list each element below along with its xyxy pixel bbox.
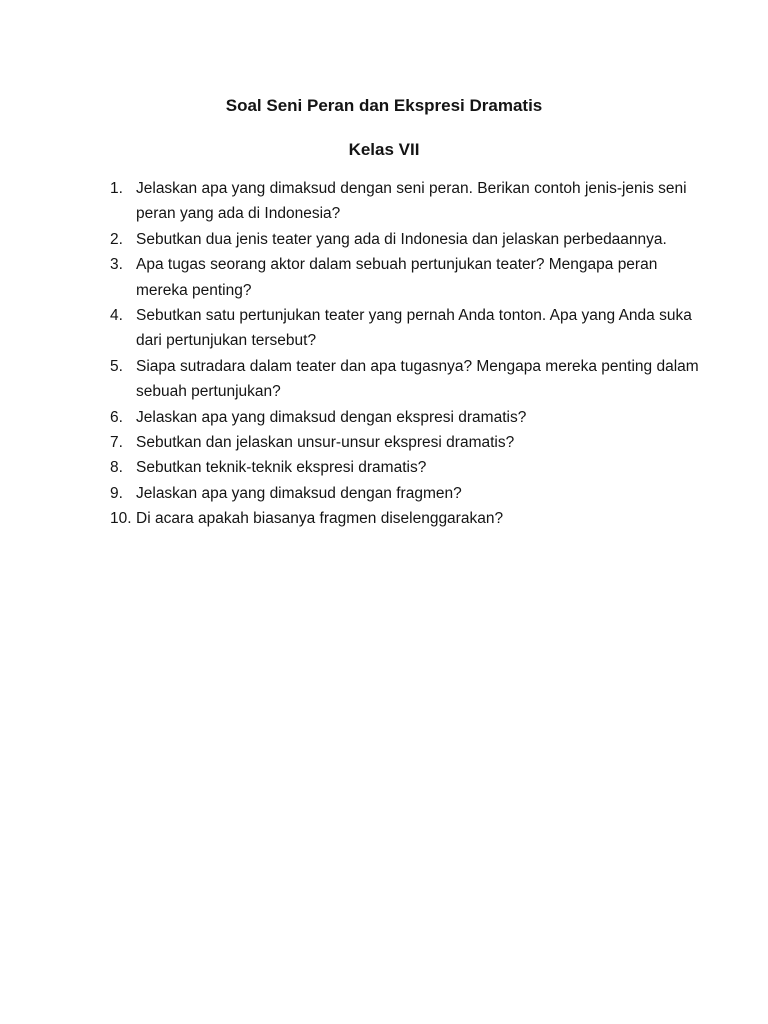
document-title: Soal Seni Peran dan Ekspresi Dramatis bbox=[225, 96, 543, 115]
question-number: 7. bbox=[110, 434, 123, 452]
question-item bbox=[110, 455, 710, 480]
question-list bbox=[110, 176, 710, 532]
question-item bbox=[110, 227, 710, 252]
question-text: Sebutkan dan jelaskan unsur-unsur ekspresi dramatis? bbox=[136, 434, 515, 452]
question-text: Sebutkan dua jenis teater yang ada di Indonesia dan jelaskan perbedaannya. bbox=[136, 230, 667, 248]
question-number: 2. bbox=[110, 230, 123, 248]
question-text: Apa tugas seorang aktor dalam sebuah pertunjukan teater? Mengapa peran mereka penting? bbox=[136, 256, 658, 299]
question-item bbox=[110, 303, 710, 354]
question-number: 5. bbox=[110, 357, 123, 375]
question-number: 4. bbox=[110, 307, 123, 325]
question-number: 1. bbox=[110, 180, 123, 197]
question-number: 3. bbox=[110, 256, 123, 274]
question-text: Di acara apakah biasanya fragmen diselenggarakan? bbox=[136, 510, 504, 528]
question-item bbox=[110, 405, 710, 430]
question-number: 10. bbox=[110, 510, 132, 528]
question-number: 6. bbox=[110, 408, 123, 426]
document-subtitle: Kelas VII bbox=[348, 140, 420, 159]
question-item bbox=[110, 354, 710, 405]
question-text: Sebutkan teknik-teknik ekspresi dramatis? bbox=[136, 459, 427, 477]
question-item bbox=[110, 252, 710, 303]
question-text: Jelaskan apa yang dimaksud dengan fragmen? bbox=[136, 484, 462, 502]
question-item bbox=[110, 506, 710, 531]
question-text: Siapa sutradara dalam teater dan apa tugasnya? Mengapa mereka penting dalam sebuah pertunjukan? bbox=[136, 357, 699, 401]
question-item bbox=[110, 176, 710, 227]
question-text: Jelaskan apa yang dimaksud dengan seni peran. Berikan contoh jenis-jenis seni peran yang ada di Indonesia? bbox=[136, 180, 687, 223]
question-number: 8. bbox=[110, 459, 123, 477]
question-number: 9. bbox=[110, 484, 123, 502]
question-text: Sebutkan satu pertunjukan teater yang pernah Anda tonton. Apa yang Anda suka dari pertunjukan tersebut? bbox=[136, 307, 692, 350]
question-item bbox=[110, 430, 710, 455]
question-text: Jelaskan apa yang dimaksud dengan ekspresi dramatis? bbox=[136, 408, 527, 426]
question-item bbox=[110, 481, 710, 506]
